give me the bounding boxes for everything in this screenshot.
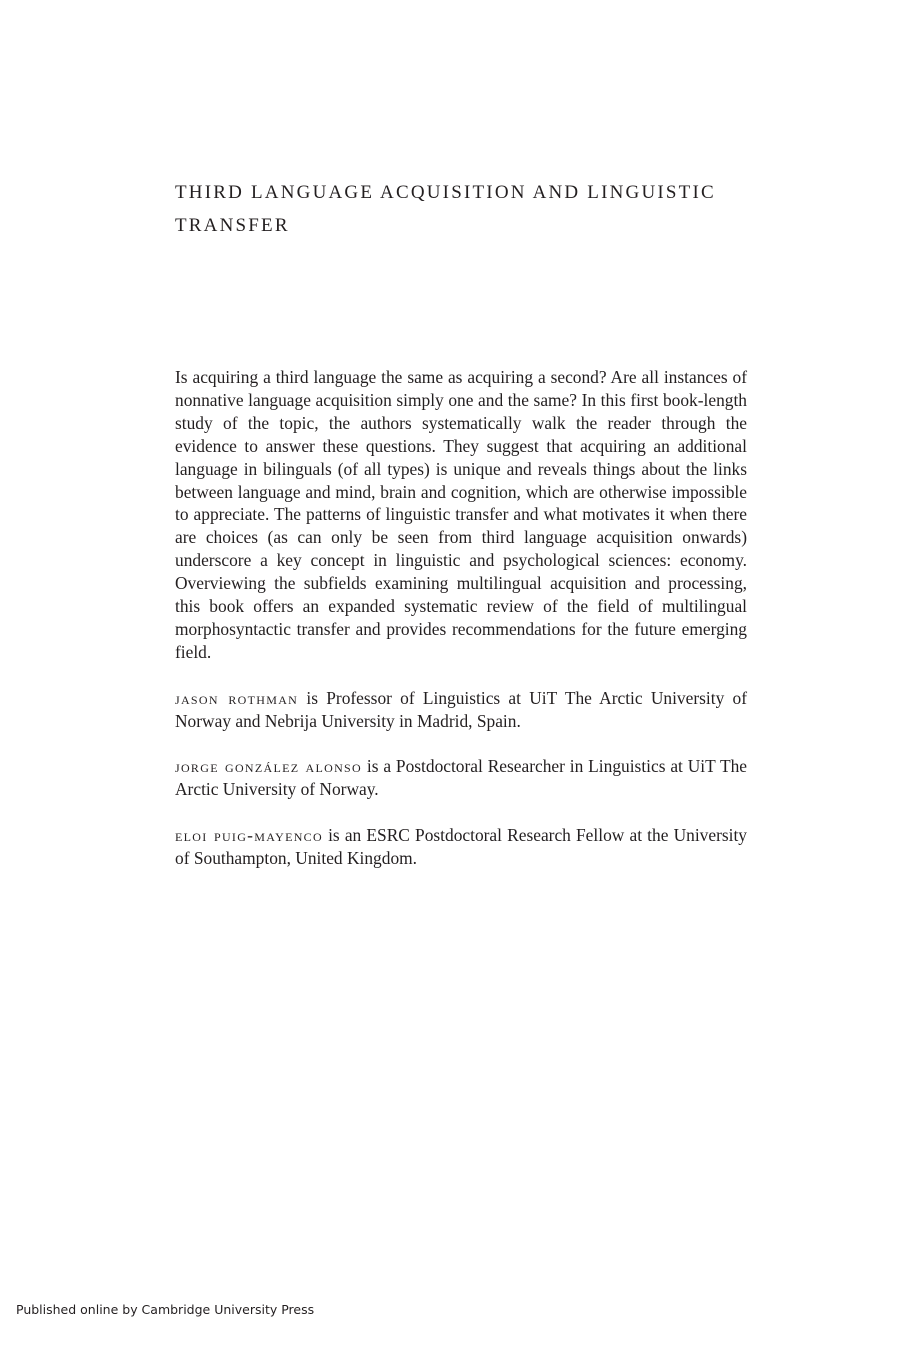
author-bio-text: is a Postdoctoral Researcher in Linguistics at UiT The Arctic University of Norway. xyxy=(175,756,748,800)
publisher-footer: Published online by Cambridge University Press xyxy=(16,1302,315,1317)
author-bio-text: is an ESRC Postdoctoral Research Fellow at the University of Southampton, United Kingdom. xyxy=(175,825,747,868)
author-name: jorge gonzález alonso xyxy=(175,756,363,777)
author-bio-puig-mayenco xyxy=(175,824,747,870)
book-title: THIRD LANGUAGE ACQUISITION AND LINGUISTIC TRANSFER xyxy=(175,182,716,236)
author-bio-rothman xyxy=(175,687,747,733)
author-bio-gonzalez-alonso xyxy=(175,755,747,801)
description-section xyxy=(175,366,747,870)
author-name: eloi puig-mayenco xyxy=(175,825,323,846)
book-abstract: Is acquiring a third language the same as acquiring a second? Are all instances of nonnative language acquisition simply one and the same? In this first book-length study of the topic, the authors systematically walk the reader through the evidence to answer these questions. They suggest that acquiring an additional language in bilinguals (of all types) is unique and reveals things about the links between language and mind, brain and cognition, which are otherwise impossible to appreciate. The patterns of linguistic transfer and what motivates it when there are choices (as can only be seen from third language acquisition onwards) underscore a key concept in linguistic and psychological sciences: economy. Overviewing the subfields examining multilingual acquisition and processing, this book offers an expanded systematic review of the field of multilingual morphosyntactic transfer and provides recommendations for the future emerging field. xyxy=(175,367,747,662)
author-name: jason rothman xyxy=(175,687,299,708)
author-bio-text: is Professor of Linguistics at UiT The Arctic University of Norway and Nebrija University in Madrid, Spain. xyxy=(175,687,747,731)
